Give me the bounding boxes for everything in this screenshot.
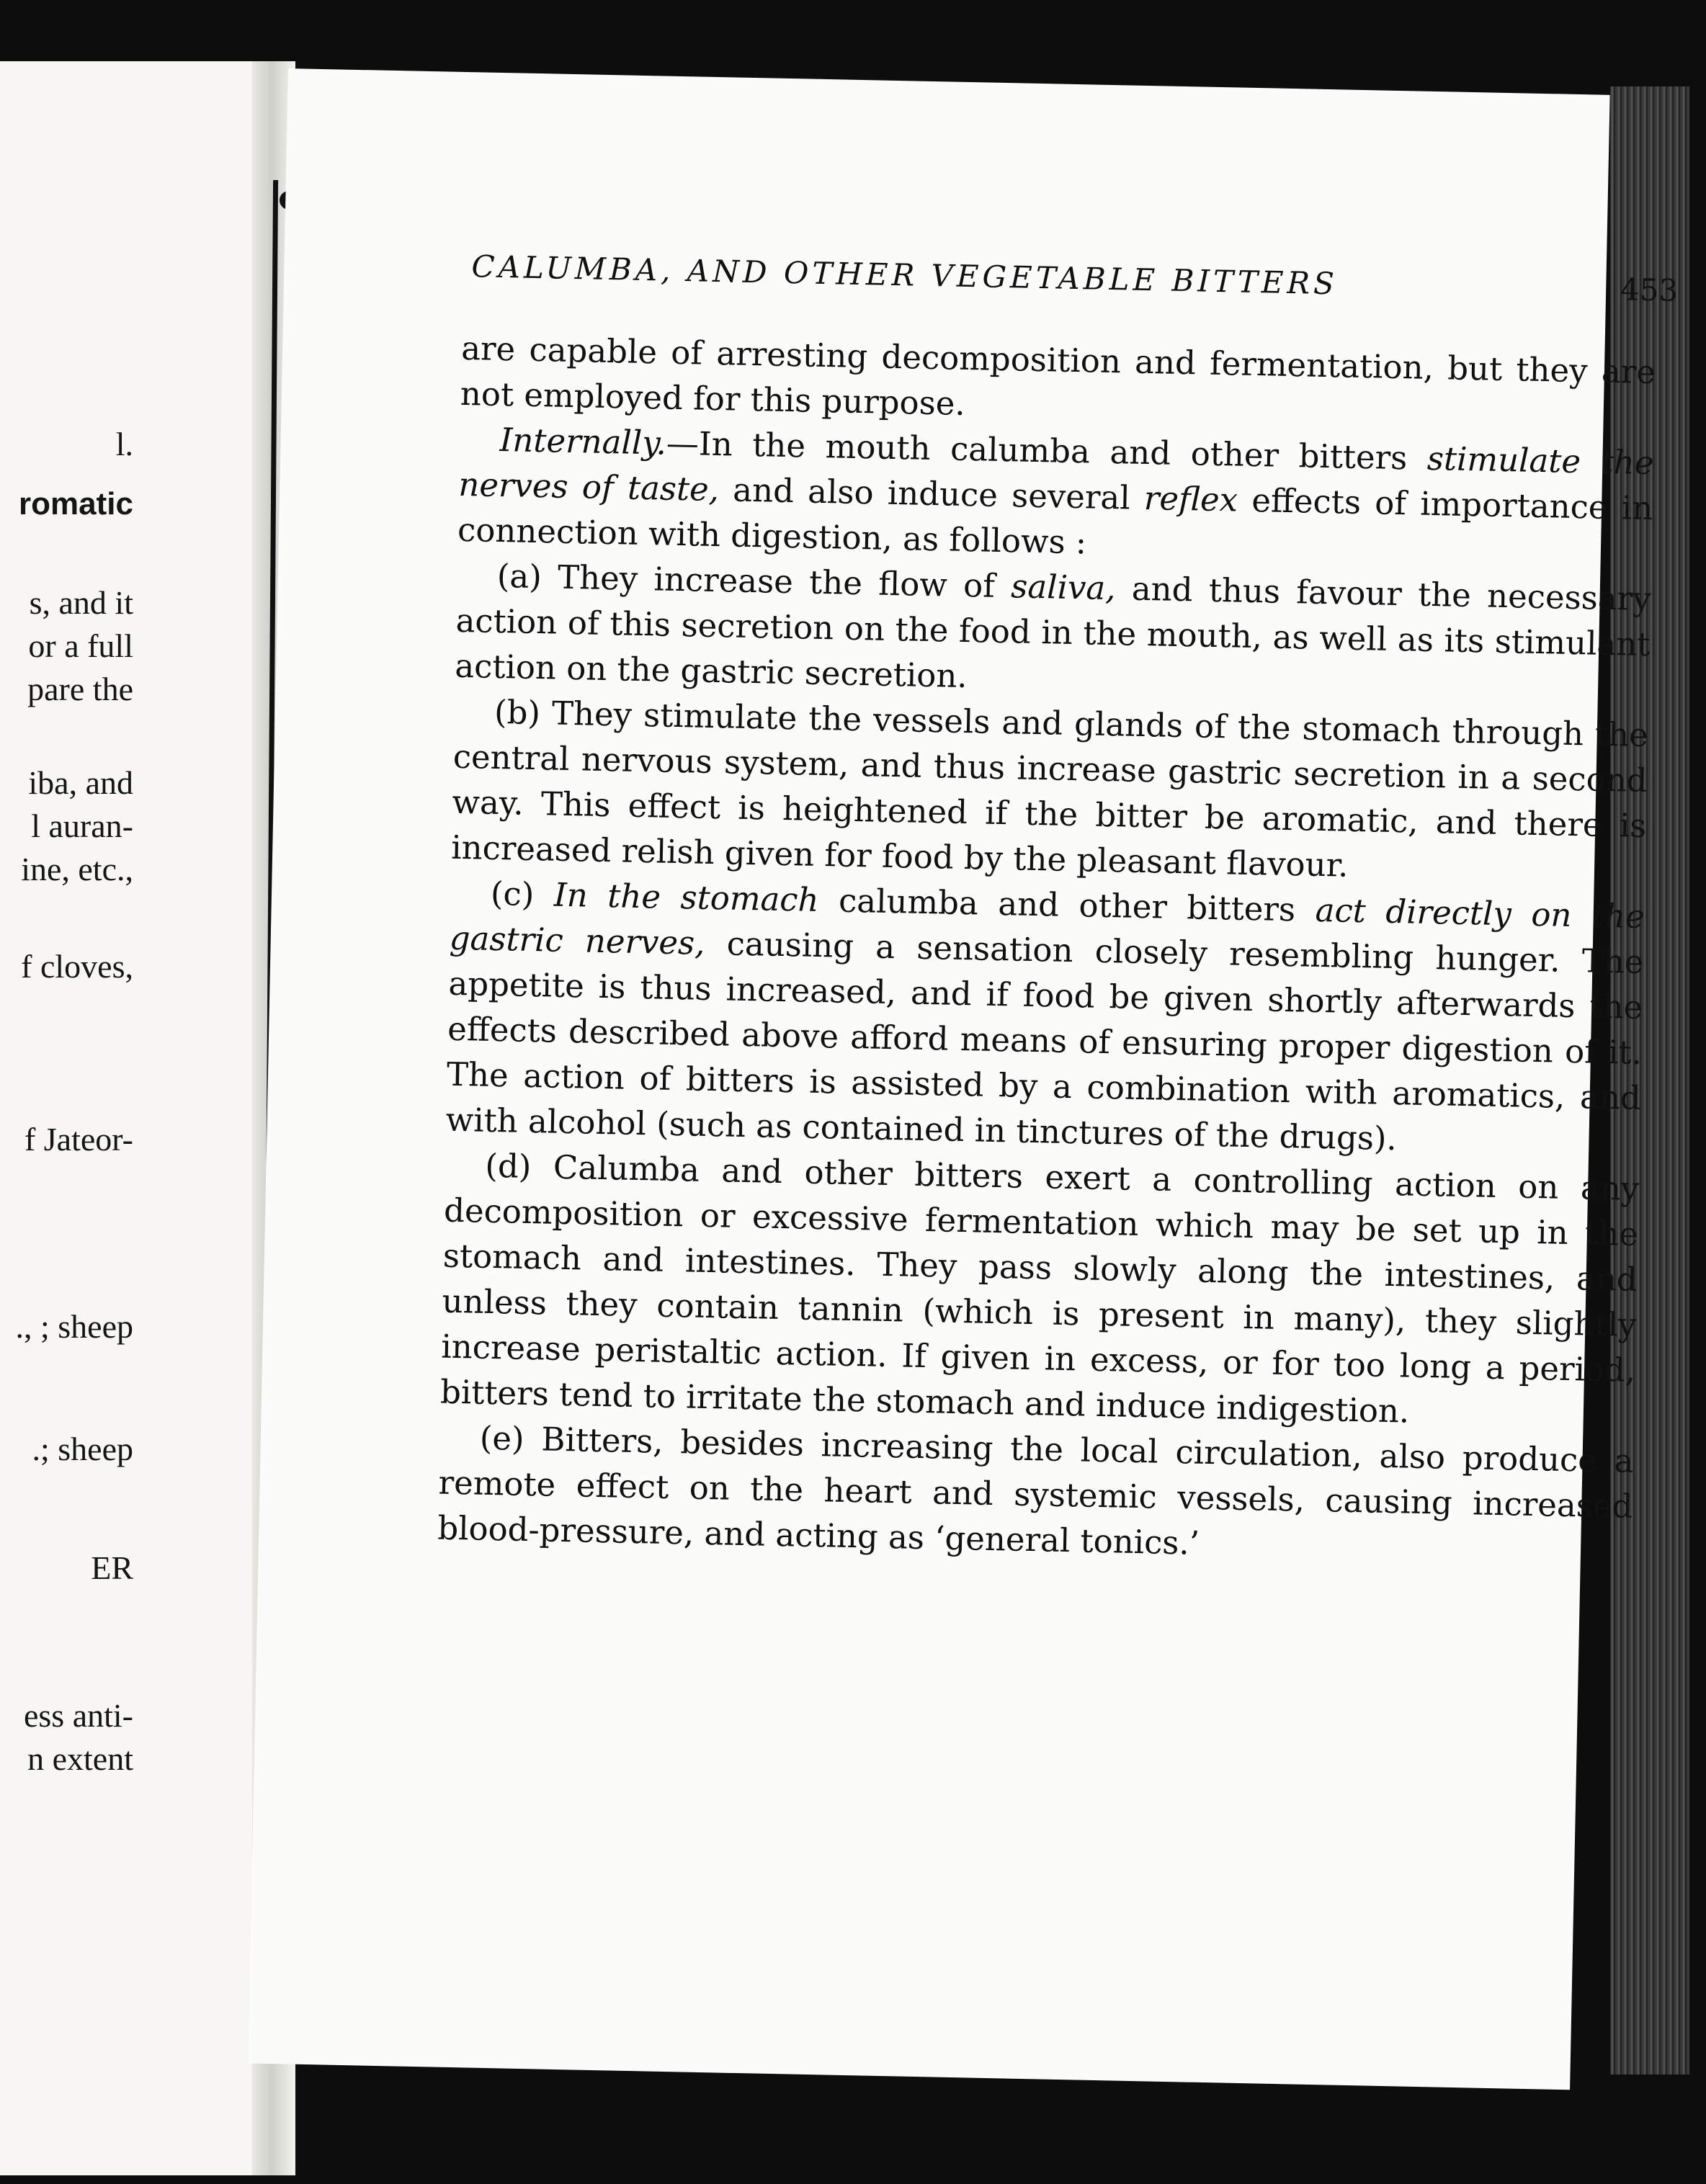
facing-page-text-fragment: l auran- <box>31 807 133 844</box>
facing-page-text-fragment: .; sheep <box>32 1431 133 1467</box>
paragraph: are capable of arresting decomposition and fermentation, but they are not employed for this purpose. <box>460 328 1656 423</box>
facing-page-text-fragment: ER <box>91 1549 133 1586</box>
facing-page-text-fragment: ine, etc., <box>21 851 133 887</box>
list-item: (d) Calumba and other bitters exert a controlling action on any decomposition or excessive fermentation which may be set up in the stomach and intestines. They pass slowly along the intestines, and unless they contain tannin (which is present in many), they slightly increase peristaltic action. If given in excess, or for too long a period, bitters tend to irritate the stomach and induce indigestion. <box>439 1146 1640 1431</box>
facing-page-text-fragment: f Jateor- <box>24 1121 133 1158</box>
paragraph-lead: Internally. <box>499 421 667 462</box>
facing-page-text-fragment: pare the <box>27 671 133 707</box>
list-item: (a) They increase the flow of saliva, and thus favour the necessary action of this secretion on the food in the mouth, as well as its stimulant action on the gastric secretion. <box>454 556 1652 696</box>
facing-page-text-fragment: s, and it <box>29 584 133 621</box>
facing-page-text-fragment: f cloves, <box>21 948 133 985</box>
facing-page-text-fragment: or a full <box>28 627 133 664</box>
item-marker: (c) <box>490 874 535 914</box>
item-marker: (a) <box>496 556 542 596</box>
body-text <box>437 326 1656 1575</box>
list-item: (b) They stimulate the vessels and glands of the stomach through the central nervous system, and thus increase gastric secretion in a second way. This effect is heightened if the bitter be aromatic, and there is increased relish given for food by the pleasant flavour. <box>450 692 1649 885</box>
facing-page-text-fragment: n extent <box>27 1740 133 1777</box>
page-number: 453 <box>1620 272 1679 308</box>
book-page <box>248 68 1679 2090</box>
facing-page-text-fragment: l. <box>115 426 133 462</box>
facing-page-text-fragment: iba, and <box>28 764 133 801</box>
facing-page-text-fragment: romatic <box>19 486 133 522</box>
facing-page-text-fragment: ess anti- <box>23 1697 133 1734</box>
item-marker: (d) <box>484 1146 532 1186</box>
facing-page <box>0 61 285 2175</box>
facing-page-text-fragment: ., ; sheep <box>15 1308 133 1345</box>
running-head-title: CALUMBA, AND OTHER VEGETABLE BITTERS <box>471 249 1339 302</box>
paragraph: Internally.—In the mouth calumba and other bitters stimulate the nerves of taste, and also induce several reflex effects of importance in connection with digestion, as follows : <box>457 421 1654 562</box>
item-marker: (b) <box>494 692 541 733</box>
running-head <box>471 249 1679 308</box>
list-item: (e) Bitters, besides increasing the local circulation, also produce a remote effect on the heart and systemic vessels, causing increased blood-pressure, and acting as ‘general tonics.’ <box>437 1418 1635 1562</box>
item-marker: (e) <box>479 1418 525 1458</box>
list-item: (c) In the stomach calumba and other bitters act directly on the gastric nerves, causing a sensation closely resembling hunger. The appetite is thus increased, and if food be given shortly afterwards the effects described above afford means of ensuring proper digestion of it. The action of bitters is assisted by a combination with aromatics, and with alcohol (such as contained in tinctures of the drugs). <box>445 874 1645 1158</box>
